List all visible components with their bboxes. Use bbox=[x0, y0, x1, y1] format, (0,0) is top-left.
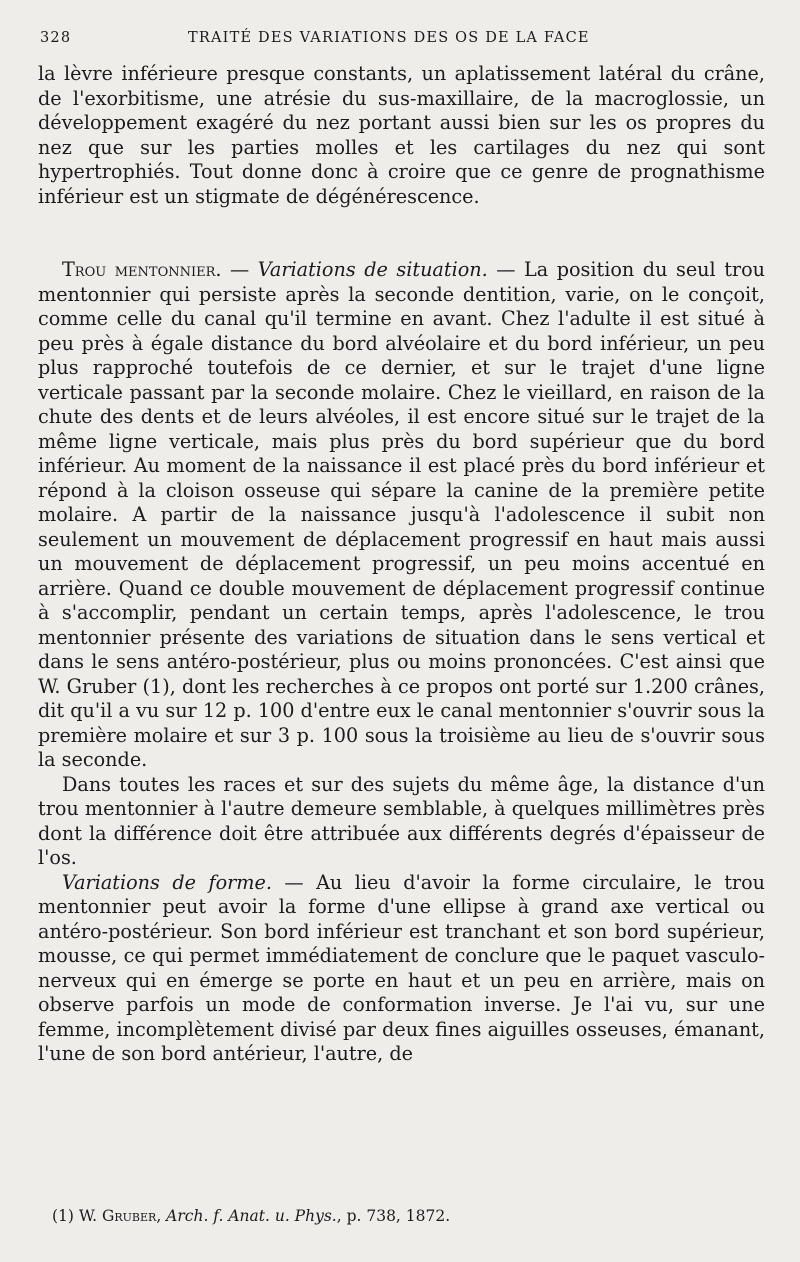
section-heading: Trou mentonnier. bbox=[62, 258, 222, 281]
footnote-journal: Arch. f. Anat. u. Phys. bbox=[166, 1207, 337, 1225]
running-head: TRAITÉ DES VARIATIONS DES OS DE LA FACE bbox=[188, 30, 590, 46]
heading-dash: — bbox=[221, 258, 258, 281]
paragraph-situation-text: — La position du seul trou mentonnier qui persiste après la seconde dentition, varie, on le conçoit, comme celle du canal qu'il termine en avant. Chez l'adulte il est situé à peu près à égale distance du bord alvéolaire et du bord inférieur, un peu plus rapproché toutefois de ce dernier, et sur le trajet d'une ligne verticale passant par la seconde molaire. Chez le vieillard, en raison de la chute des dents et de leurs alvéoles, il est encore situé sur le trajet de la même ligne verticale, mais plus près du bord supérieur que du bord inférieur. Au moment de la naissance il est placé près du bord inférieur et répond à la cloison osseuse qui sépare la canine de la première petite molaire. A partir de la naissance jusqu'à l'adolescence il subit non seulement un mouvement de déplacement progressif en haut mais aussi un mouvement de déplacement progressif, un peu moins accentué en arrière. Quand ce double mouvement de déplacement progressif continue à s'accomplir, pendant un certain temps, après l'adolescence, le trou mentonnier présente des variations de situation dans le sens vertical et dans le sens antéro-postérieur, plus ou moins prononcées. C'est ainsi que W. Gruber (1), dont les recherches à ce propos ont porté sur 1.200 crânes, dit qu'il a vu sur 12 p. 100 d'entre eux le canal mentonnier s'ouvrir sous la première molaire et sur 3 p. 100 sous la troisième au lieu de s'ouvrir sous la seconde. bbox=[38, 258, 765, 771]
paragraph-form bbox=[38, 871, 765, 1067]
footnote-sep: , bbox=[156, 1207, 167, 1225]
paragraph-distance: Dans toutes les races et sur des sujets du même âge, la distance d'un trou mentonnier à l'autre demeure semblable, à quelques millimètres près dont la différence doit être attribuée aux différents degrés d'épaisseur de l'os. bbox=[38, 772, 765, 869]
subsection-heading-situation: Variations de situation. bbox=[257, 258, 488, 281]
paragraph-situation bbox=[38, 258, 765, 773]
footnote-rest: , p. 738, 1872. bbox=[336, 1207, 451, 1225]
paragraph-form-text: — Au lieu d'avoir la forme circulaire, le trou mentonnier peut avoir la forme d'une ellipse à grand axe vertical ou antéro-postérieur. Son bord inférieur est tranchant et son bord supérieur, mousse, ce qui permet immédiatement de conclure que le paquet vasculo-nerveux qui en émerge se porte en haut et un peu en arrière, mais on observe parfois un mode de conformation inverse. Je l'ai vu, sur une femme, incomplètement divisé par deux fines aiguilles osseuses, émanant, l'une de son bord antérieur, l'autre, de bbox=[38, 870, 765, 1065]
subsection-heading-form: Variations de forme. bbox=[62, 870, 272, 894]
paragraph-prognathism: la lèvre inférieure presque constants, un aplatissement latéral du crâne, de l'exorbitisme, une atrésie du sus-maxillaire, de la macroglossie, un développement exagéré du nez portant aussi bien sur les os propres du nez que sur les parties molles et les cartilages du nez qui sont hypertrophiés. Tout donne donc à croire que ce genre de prognathisme inférieur est un stigmate de dégénérescence. bbox=[38, 62, 765, 208]
footnote-author: Gruber bbox=[101, 1207, 157, 1225]
page-number: 328 bbox=[40, 30, 72, 46]
body-text bbox=[38, 62, 765, 1067]
footnote bbox=[52, 1207, 765, 1225]
page-header bbox=[40, 30, 765, 52]
footnote-marker: (1) W. bbox=[52, 1207, 102, 1225]
